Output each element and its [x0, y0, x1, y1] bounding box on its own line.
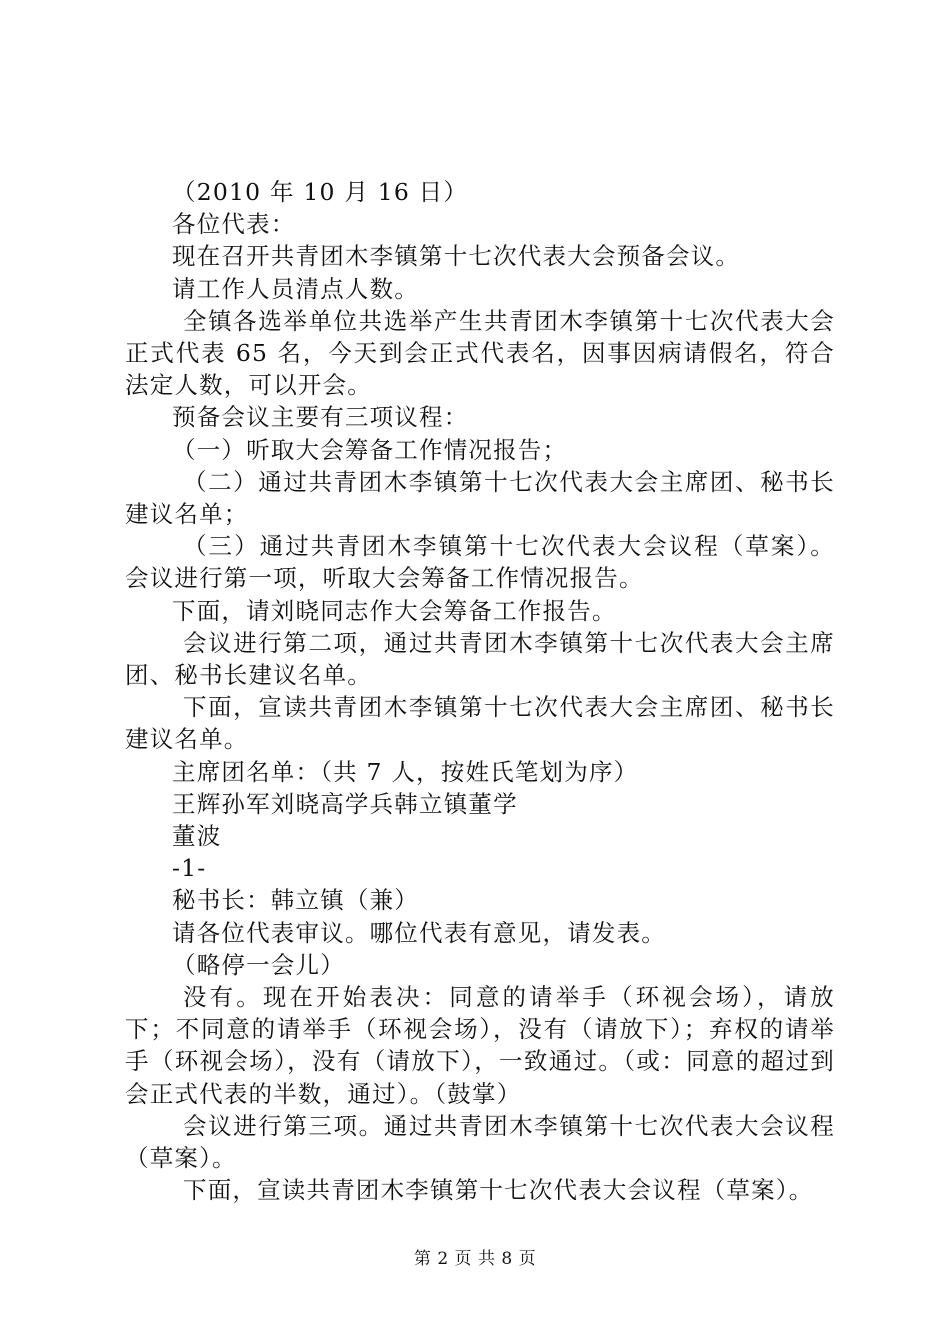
paragraph-vote: 没有。现在开始表决：同意的请举手（环视会场），请放下；不同意的请举手（环视会场），没有（请放下）；弃权的请举手（环视会场），没有（请放下），一致通过。（或：同意的超过到会正式代表的半数，通过）。（鼓掌）: [125, 983, 835, 1108]
page-footer: 第 2 页 共 8 页: [413, 1249, 537, 1269]
agenda-item-3: （三）通过共青团木李镇第十七次代表大会议程（草案）。会议进行第一项，听取大会筹备工作情况报告。: [125, 532, 835, 593]
paragraph-item-three: 会议进行第三项。通过共青团木李镇第十七次代表大会议程（草案）。: [125, 1111, 835, 1173]
presidium-names-cont: 董波: [172, 822, 222, 851]
paragraph-item-two: 会议进行第二项，通过共青团木李镇第十七次代表大会主席团、秘书长建议名单。: [125, 628, 835, 690]
paragraph-headcount: 请工作人员清点人数。: [172, 274, 419, 303]
paragraph-review: 请各位代表审议。哪位代表有意见，请发表。: [172, 918, 666, 947]
paragraph-read-agenda: 下面，宣读共青团木李镇第十七次代表大会议程（草案）。: [183, 1176, 814, 1205]
salutation: 各位代表：: [172, 210, 296, 239]
paragraph-pause: （略停一会儿）: [172, 950, 345, 979]
secretary-general: 秘书长：韩立镇（兼）: [172, 886, 419, 915]
paragraph-opening: 现在召开共青团木李镇第十七次代表大会预备会议。: [172, 242, 741, 271]
document-body: [125, 176, 835, 1207]
inline-page-marker: -1-: [172, 854, 207, 883]
date-line: （2010 年 10 月 16 日）: [172, 178, 469, 206]
paragraph-report: 下面，请刘晓同志作大会筹备工作报告。: [172, 596, 617, 625]
paragraph-agenda-intro: 预备会议主要有三项议程：: [172, 403, 469, 432]
agenda-item-1: （一）听取大会筹备工作情况报告；: [172, 435, 568, 464]
paragraph-read-list: 下面，宣读共青团木李镇第十七次代表大会主席团、秘书长建议名单。: [125, 693, 835, 754]
agenda-item-2: （二）通过共青团木李镇第十七次代表大会主席团、秘书长建议名单；: [125, 467, 835, 529]
presidium-names: 王辉孙军刘晓高学兵韩立镇董学: [172, 789, 518, 818]
paragraph-attendance: 全镇各选举单位共选举产生共青团木李镇第十七次代表大会正式代表 65 名，今天到会正式代表名，因事因病请假名，符合法定人数，可以开会。: [125, 306, 835, 400]
presidium-list-title: 主席团名单：（共 7 人，按姓氏笔划为序）: [172, 757, 639, 786]
